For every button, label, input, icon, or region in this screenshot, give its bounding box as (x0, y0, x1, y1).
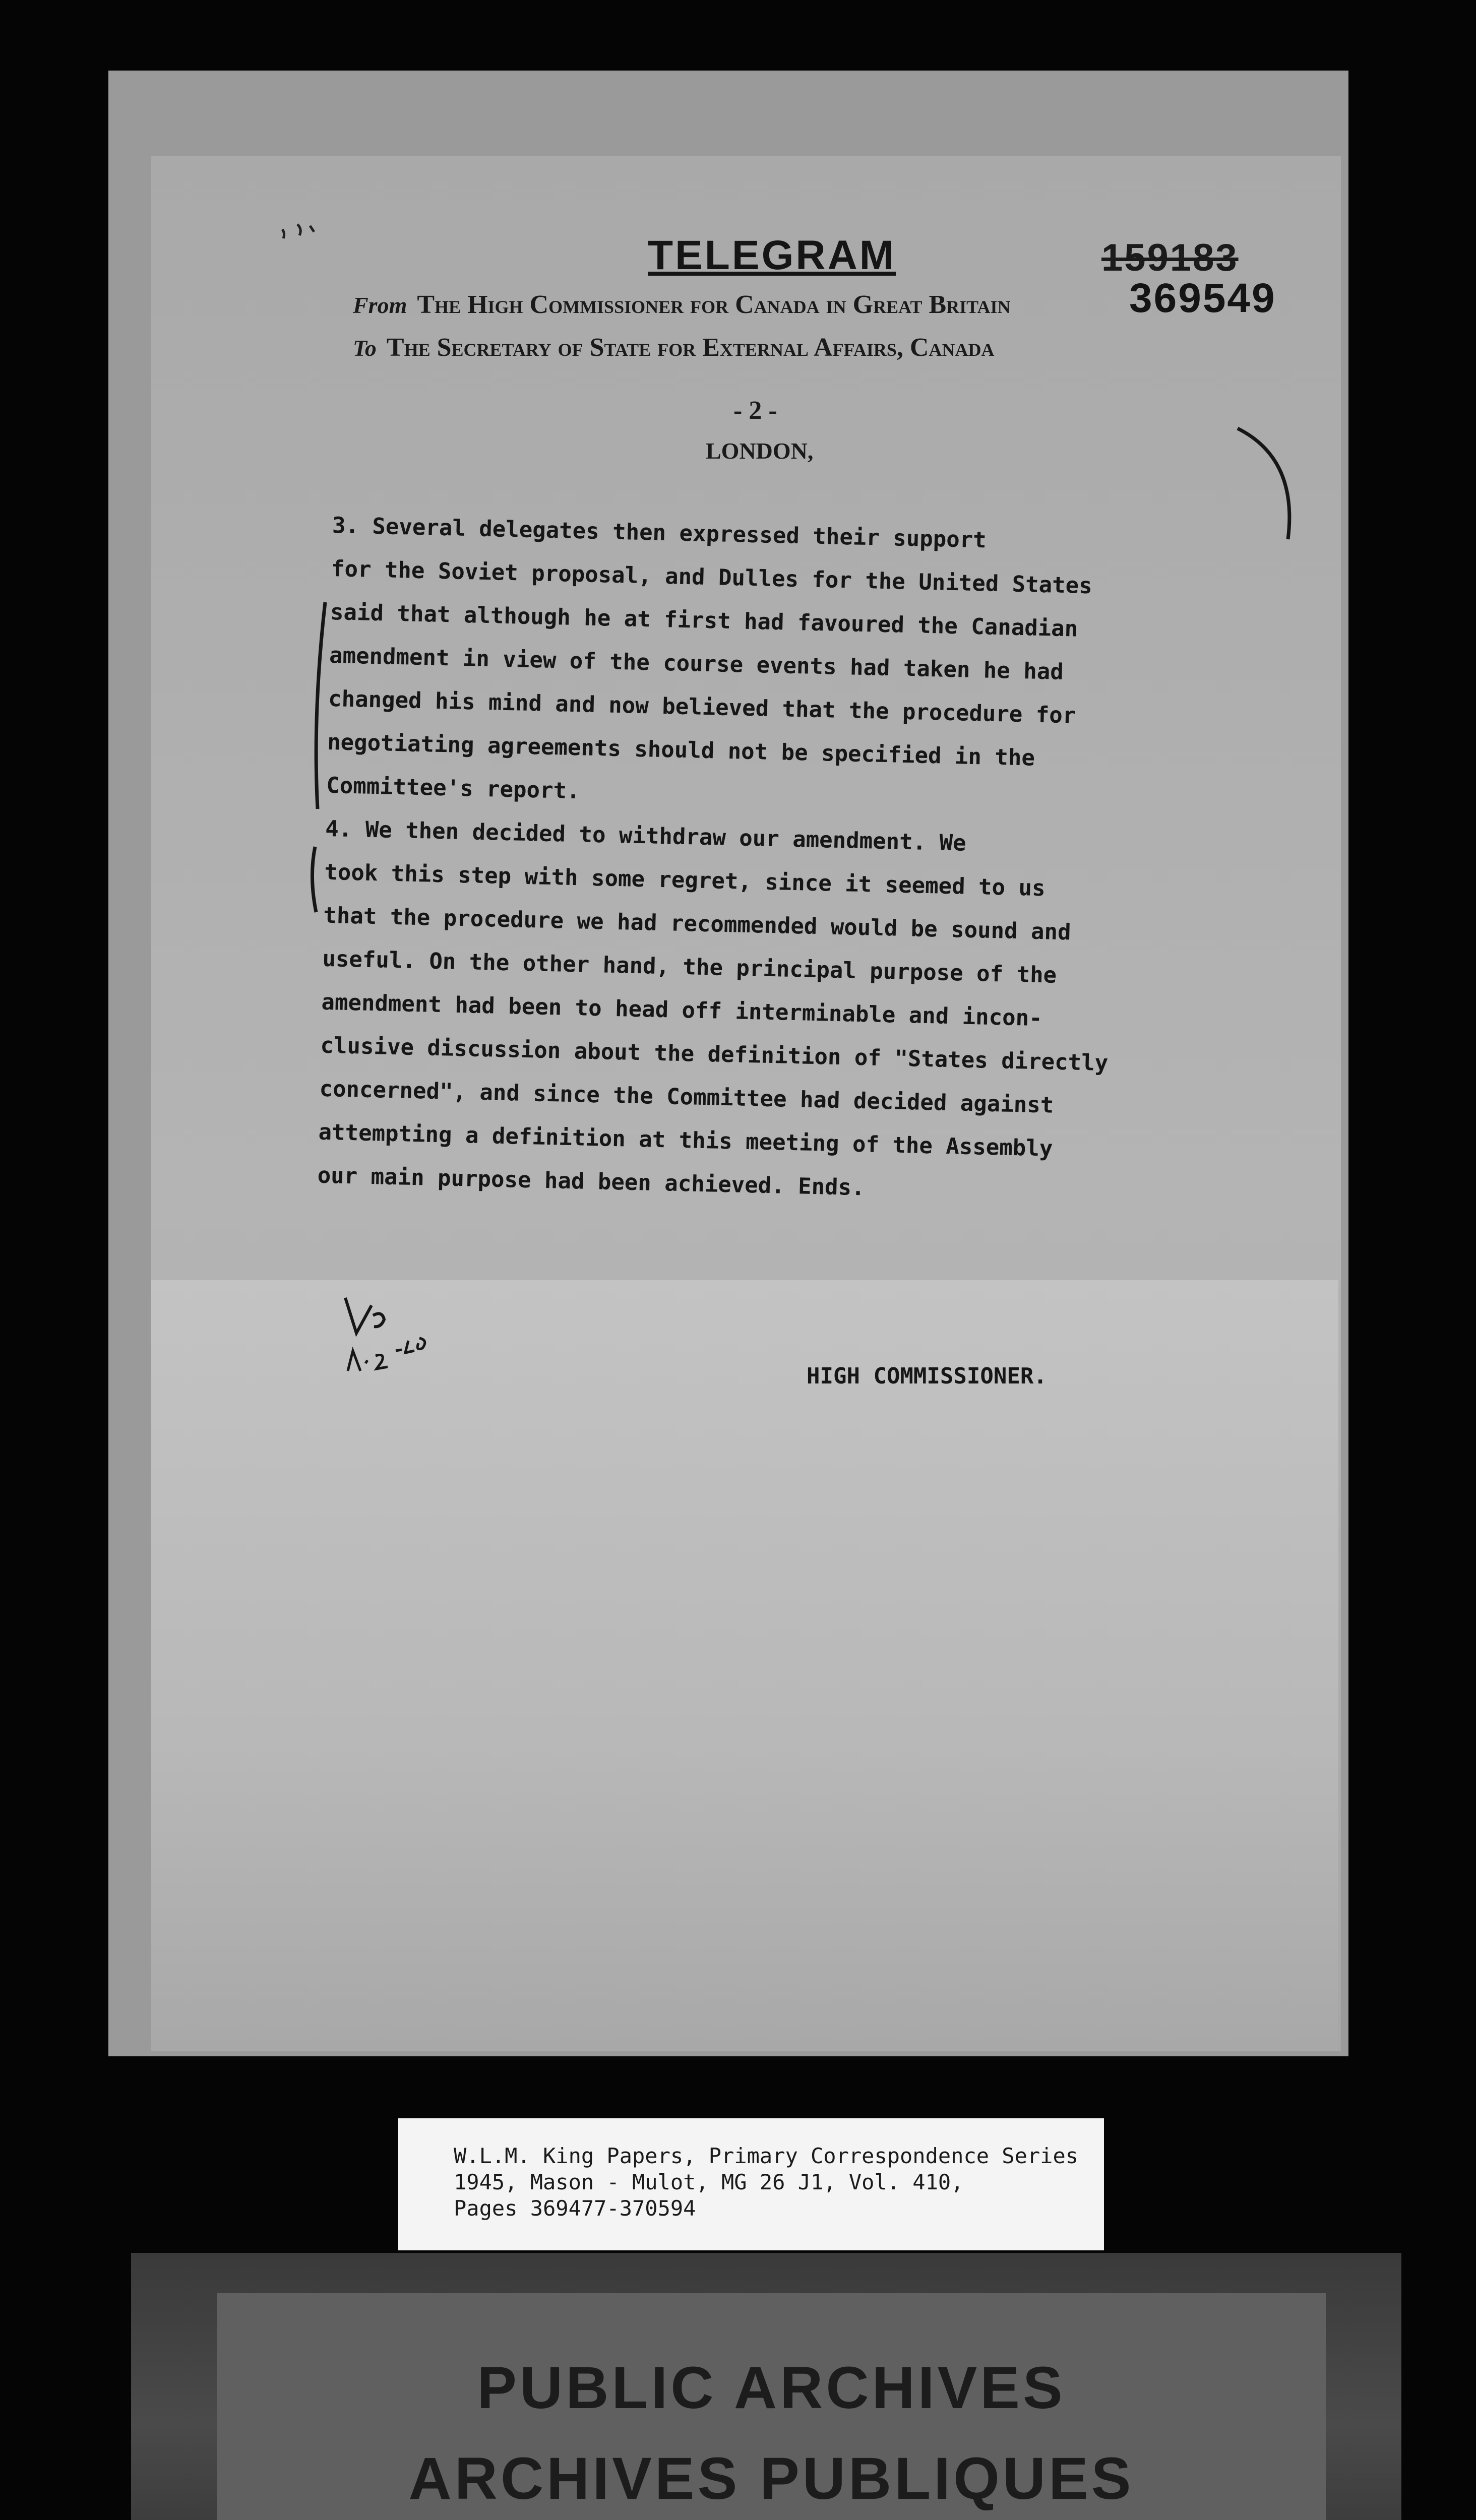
telegram-title: TELEGRAM (648, 232, 896, 278)
stamp-line-french: ARCHIVES PUBLIQUES (408, 2445, 1134, 2512)
handwritten-date (348, 1338, 425, 1371)
stamp-line-english: PUBLIC ARCHIVES (477, 2355, 1066, 2421)
corner-scribble (282, 224, 314, 238)
body-line: 3. Several delegates then expressed their support (332, 512, 987, 553)
margin-bracket-mark (312, 847, 316, 912)
origin-city: LONDON, (706, 438, 814, 464)
handwritten-initials (345, 1298, 384, 1333)
margin-curve-mark (1238, 428, 1289, 539)
from-label: From (353, 292, 407, 318)
body-line: amendment had been to head off interminable and incon- (321, 989, 1043, 1032)
body-line: our main purpose had been achieved. Ends. (317, 1162, 866, 1201)
body-line: 4. We then decided to withdraw our amendment. We (325, 815, 967, 856)
body-line: said that although he at first had favoured the Canadian (330, 599, 1078, 642)
body-line: negotiating agreements should not be specified in the (327, 729, 1035, 771)
archive-reference-card (398, 2118, 1104, 2250)
archive-reference-line: 1945, Mason - Mulot, MG 26 J1, Vol. 410, (454, 2170, 964, 2194)
body-line: clusive discussion about the definition of "States directly (320, 1032, 1109, 1077)
body-line: amendment in view of the course events had taken he had (329, 642, 1064, 685)
document-number: 369549 (1129, 275, 1276, 321)
body-line: attempting a definition at this meeting of the Assembly (318, 1119, 1053, 1162)
struck-document-number: 159183 (1101, 236, 1239, 279)
body-line: took this step with some regret, since it seemed to us (324, 859, 1046, 902)
signature: HIGH COMMISSIONER. (807, 1363, 1047, 1389)
archives-stamp-block (131, 2253, 1401, 2520)
body-line: concerned", and since the Committee had decided against (319, 1076, 1054, 1118)
archive-reference-line: Pages 369477-370594 (454, 2196, 696, 2221)
page-marker: - 2 - (733, 396, 777, 425)
body-line: that the procedure we had recommended would be sound and (323, 902, 1072, 946)
body-line: Committee's report. (326, 772, 581, 804)
body-line: changed his mind and now believed that the procedure for (328, 685, 1076, 729)
archives-stamp-plate (217, 2293, 1326, 2520)
body-line: for the Soviet proposal, and Dulles for the United States (331, 555, 1093, 599)
archive-reference-line: W.L.M. King Papers, Primary Correspondence Series (454, 2144, 1079, 2168)
body-line: useful. On the other hand, the principal purpose of the (322, 946, 1057, 988)
to-text: The Secretary of State for External Affairs, Canada (386, 333, 995, 362)
margin-bracket-mark (316, 602, 325, 809)
from-text: The High Commissioner for Canada in Great Britain (417, 290, 1011, 319)
to-label: To (353, 335, 377, 361)
